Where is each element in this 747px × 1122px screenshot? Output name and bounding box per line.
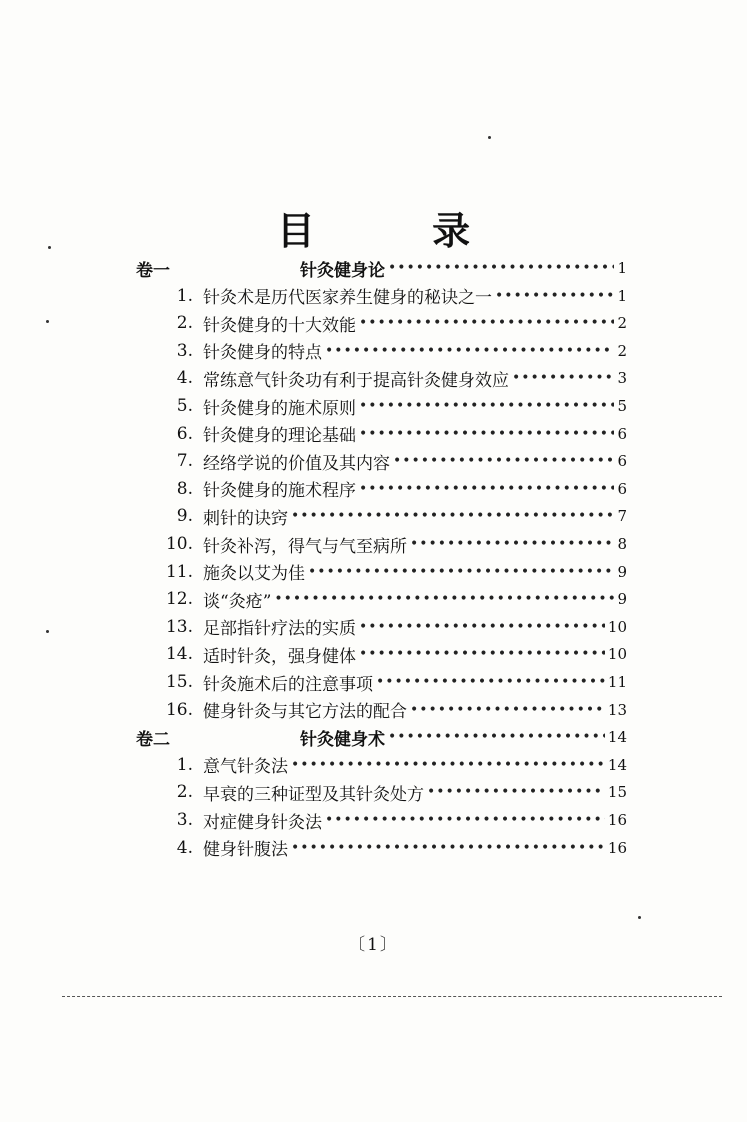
entry-number: 4.: [176, 837, 193, 858]
entry-number: 2.: [176, 782, 193, 803]
dot-leader: [359, 619, 605, 635]
entry-title: 针灸施术后的注意事项: [203, 674, 373, 695]
dot-leader: [359, 481, 614, 497]
entry-page-number: 14: [607, 728, 627, 747]
page-title: 目 录: [276, 208, 523, 253]
entry-number: 9.: [176, 506, 193, 527]
entry-title: 谈“灸疮”: [203, 591, 272, 612]
entry-title: 针灸健身的理论基础: [203, 426, 356, 447]
toc-entry: [0, 558, 627, 586]
dot-leader: [410, 702, 605, 718]
entry-title: 意气针灸法: [203, 757, 288, 778]
toc-entry: [0, 502, 627, 530]
entry-page-number: 2: [617, 341, 627, 360]
entry-number: 2.: [176, 313, 193, 334]
entry-title: 针灸健身的施术原则: [203, 398, 356, 419]
toc-entry: [0, 834, 627, 862]
entry-number: 15.: [165, 672, 193, 692]
entry-page-number: 5: [617, 397, 627, 415]
entry-page-number: 2: [617, 314, 627, 333]
entry-page-number: 8: [617, 535, 627, 553]
entry-page-number: 6: [617, 479, 627, 498]
toc-entry: [0, 696, 627, 724]
toc-entry: [0, 751, 627, 779]
entry-page-number: 15: [607, 783, 627, 802]
entry-title: 施灸以艾为佳: [203, 564, 305, 585]
entry-page-number: 14: [607, 755, 627, 774]
entry-page-number: 16: [607, 811, 627, 829]
entry-number: 5.: [176, 396, 193, 416]
toc-entry: [0, 309, 627, 337]
volume-label: 卷一: [136, 260, 170, 281]
entry-title: 刺针的诀窍: [203, 508, 288, 529]
entry-page-number: 11: [607, 673, 627, 691]
toc-entry: [0, 282, 627, 310]
volume-label: 卷二: [136, 729, 170, 750]
entry-page-number: 9: [617, 590, 627, 609]
toc-entry: [0, 337, 627, 365]
entry-number: 4.: [176, 368, 193, 389]
entry-page-number: 9: [617, 562, 627, 581]
dot-leader: [325, 812, 605, 828]
dot-leader: [359, 315, 614, 331]
toc-entry: [0, 447, 627, 475]
scan-speck: [46, 320, 49, 323]
entry-page-number: 10: [607, 645, 627, 664]
entry-number: 14.: [165, 644, 193, 665]
entry-number: 3.: [176, 810, 193, 830]
toc-volume-heading: [0, 723, 627, 751]
entry-number: 12.: [165, 589, 193, 610]
entry-title: 对症健身针灸法: [203, 812, 322, 833]
toc-entry: [0, 778, 627, 806]
entry-number: 7.: [176, 451, 193, 472]
toc-entry: [0, 392, 627, 420]
entry-title: 针灸补泻，得气与气至病所: [203, 536, 407, 557]
dot-leader: [495, 288, 614, 304]
dot-leader: [274, 591, 614, 607]
entry-page-number: 7: [617, 507, 627, 526]
entry-number: 10.: [165, 534, 193, 554]
entry-title: 早衰的三种证型及其针灸处方: [203, 784, 424, 805]
entry-number: 11.: [165, 561, 193, 582]
toc-entry: [0, 475, 627, 503]
scan-speck: [638, 916, 641, 919]
entry-title: 健身针腹法: [203, 840, 288, 861]
entry-title: 针灸健身的特点: [203, 343, 322, 364]
dot-leader: [388, 260, 614, 276]
entry-page-number: 1: [617, 286, 627, 305]
dot-leader: [359, 398, 614, 414]
toc-entry: [0, 364, 627, 392]
entry-page-number: 13: [607, 700, 627, 719]
dot-leader: [325, 343, 614, 359]
entry-title: 针灸术是历代医家养生健身的秘诀之一: [203, 288, 492, 309]
scan-speck: [46, 630, 49, 633]
dot-leader: [291, 508, 614, 524]
entry-number: 16.: [165, 699, 193, 720]
entry-number: 1.: [176, 754, 193, 775]
dot-leader: [359, 646, 605, 662]
entry-number: 13.: [165, 616, 193, 637]
entry-title: 针灸健身的施术程序: [203, 481, 356, 502]
dot-leader: [376, 674, 605, 690]
entry-page-number: 6: [617, 424, 627, 443]
dot-leader: [410, 536, 614, 552]
entry-title: 健身针灸与其它方法的配合: [203, 702, 407, 723]
bottom-rule: [62, 996, 722, 997]
toc-entry: [0, 668, 627, 696]
entry-number: 3.: [176, 340, 193, 361]
entry-page-number: 10: [607, 617, 627, 636]
entry-title: 经络学说的价值及其内容: [203, 453, 390, 474]
dot-leader: [393, 453, 614, 469]
page-number: 〔1〕: [348, 935, 399, 955]
toc-entry: [0, 585, 627, 613]
toc-entry: [0, 420, 627, 448]
entry-number: 1.: [176, 285, 193, 306]
entry-title: 足部指针疗法的实质: [203, 619, 356, 640]
scan-speck: [48, 246, 51, 249]
dot-leader: [512, 370, 614, 386]
dot-leader: [427, 784, 605, 800]
entry-page-number: 1: [617, 259, 627, 277]
entry-number: 6.: [176, 423, 193, 444]
entry-title: 针灸健身术: [300, 729, 385, 750]
dot-leader: [308, 564, 614, 580]
dot-leader: [291, 757, 605, 773]
toc-entry: [0, 613, 627, 641]
entry-page-number: 16: [607, 838, 627, 857]
dot-leader: [388, 729, 605, 745]
dot-leader: [359, 426, 614, 442]
entry-page-number: 6: [617, 452, 627, 471]
entry-title: 常练意气针灸功有利于提高针灸健身效应: [203, 370, 509, 391]
entry-title: 适时针灸，强身健体: [203, 646, 356, 667]
scan-speck: [488, 136, 491, 139]
entry-title: 针灸健身论: [300, 260, 385, 281]
entry-page-number: 3: [617, 369, 627, 388]
toc-entry: [0, 806, 627, 834]
toc-entry: [0, 640, 627, 668]
entry-title: 针灸健身的十大效能: [203, 315, 356, 336]
dot-leader: [291, 840, 605, 856]
toc-volume-heading: [0, 254, 627, 282]
entry-number: 8.: [176, 478, 193, 499]
toc-entry: [0, 530, 627, 558]
